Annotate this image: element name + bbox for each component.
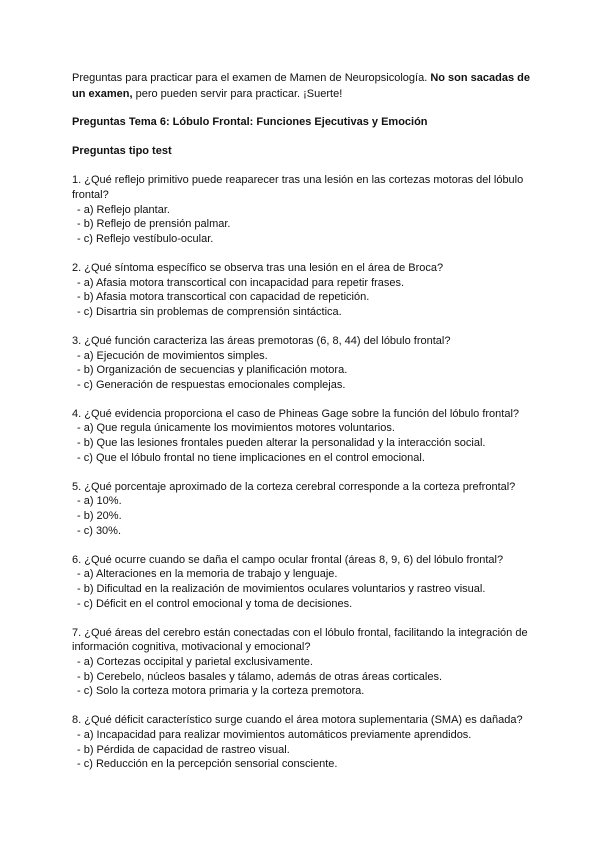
answer-option: - a) Ejecución de movimientos simples.	[77, 349, 268, 362]
question-text: 7. ¿Qué áreas del cerebro están conectadas con el lóbulo frontal, facilitando la integración de información cognitiva, motivacional y emocional?	[72, 626, 528, 654]
answer-option: - b) Organización de secuencias y planificación motora.	[77, 364, 348, 377]
answer-option: - b) Cerebelo, núcleos basales y tálamo, además de otras áreas corticales.	[77, 670, 443, 683]
answer-option: - b) Pérdida de capacidad de rastreo visual.	[77, 743, 290, 756]
question-text: 5. ¿Qué porcentaje aproximado de la corteza cerebral corresponde a la corteza prefrontal?	[72, 480, 516, 493]
question-item	[72, 173, 542, 246]
answer-option: - b) Dificultad en la realización de movimientos oculares voluntarios y rastreo visual.	[77, 583, 486, 595]
answer-option: - c) Disartria sin problemas de comprensión sintáctica.	[77, 305, 342, 318]
question-item	[72, 626, 542, 699]
answer-option: - a) 10%.	[77, 495, 122, 508]
answer-option: - c) 30%.	[77, 524, 122, 537]
intro-tail: pero pueden servir para practicar. ¡Suerte!	[132, 88, 343, 100]
answer-option: - c) Generación de respuestas emocionales complejas.	[77, 378, 346, 391]
answer-option: - b) Reflejo de prensión palmar.	[77, 218, 231, 231]
answer-option: - b) 20%.	[77, 510, 122, 523]
question-text: 3. ¿Qué función caracteriza las áreas premotoras (6, 8, 44) del lóbulo frontal?	[72, 334, 451, 347]
question-text: 1. ¿Qué reflejo primitivo puede reaparecer tras una lesión en las cortezas motoras del lóbulo frontal?	[72, 174, 524, 201]
question-item	[72, 407, 542, 465]
intro-bold: No son sacadas de un examen,	[72, 72, 530, 100]
answer-option: - c) Que el lóbulo frontal no tiene implicaciones en el control emocional.	[77, 451, 425, 464]
answer-option: - b) Que las lesiones frontales pueden alterar la personalidad y la interacción social.	[77, 437, 486, 450]
answer-option: - a) Que regula únicamente los movimientos motores voluntarios.	[77, 422, 395, 435]
question-item	[72, 261, 542, 319]
question-item	[72, 334, 542, 392]
section-title: Preguntas Tema 6: Lóbulo Frontal: Funciones Ejecutivas y Emoción	[72, 116, 428, 128]
answer-option: - c) Déficit en el control emocional y toma de decisiones.	[77, 597, 353, 610]
question-text: 8. ¿Qué déficit característico surge cuando el área motora suplementaria (SMA) es dañada?	[72, 714, 523, 727]
answer-option: - a) Incapacidad para realizar movimientos automáticos previamente aprendidos.	[77, 728, 472, 741]
answer-option: - a) Afasia motora transcortical con incapacidad para repetir frases.	[77, 276, 405, 289]
question-item	[72, 553, 542, 611]
question-list	[72, 173, 542, 771]
answer-option: - b) Afasia motora transcortical con capacidad de repetición.	[77, 291, 370, 304]
answer-option: - c) Reducción en la percepción sensorial consciente.	[77, 758, 338, 771]
question-item	[72, 713, 542, 771]
intro-text: Preguntas para practicar para el examen de Mamen de Neuropsicología.	[72, 72, 431, 84]
answer-option: - a) Alteraciones en la memoria de trabajo y lenguaje.	[77, 568, 338, 581]
answer-option: - c) Reflejo vestíbulo-ocular.	[77, 232, 214, 245]
question-text: 4. ¿Qué evidencia proporciona el caso de Phineas Gage sobre la función del lóbulo frontal?	[72, 407, 520, 420]
section-subtitle: Preguntas tipo test	[72, 145, 172, 158]
answer-option: - c) Solo la corteza motora primaria y la corteza premotora.	[77, 685, 365, 698]
question-text: 2. ¿Qué síntoma específico se observa tras una lesión en el área de Broca?	[72, 261, 444, 274]
question-item	[72, 480, 542, 538]
answer-option: - a) Cortezas occipital y parietal exclusivamente.	[77, 655, 313, 668]
document-page	[72, 70, 542, 786]
intro-paragraph	[72, 70, 542, 102]
question-text: 6. ¿Qué ocurre cuando se daña el campo ocular frontal (áreas 8, 9, 6) del lóbulo frontal?	[72, 553, 504, 566]
answer-option: - a) Reflejo plantar.	[77, 203, 170, 216]
